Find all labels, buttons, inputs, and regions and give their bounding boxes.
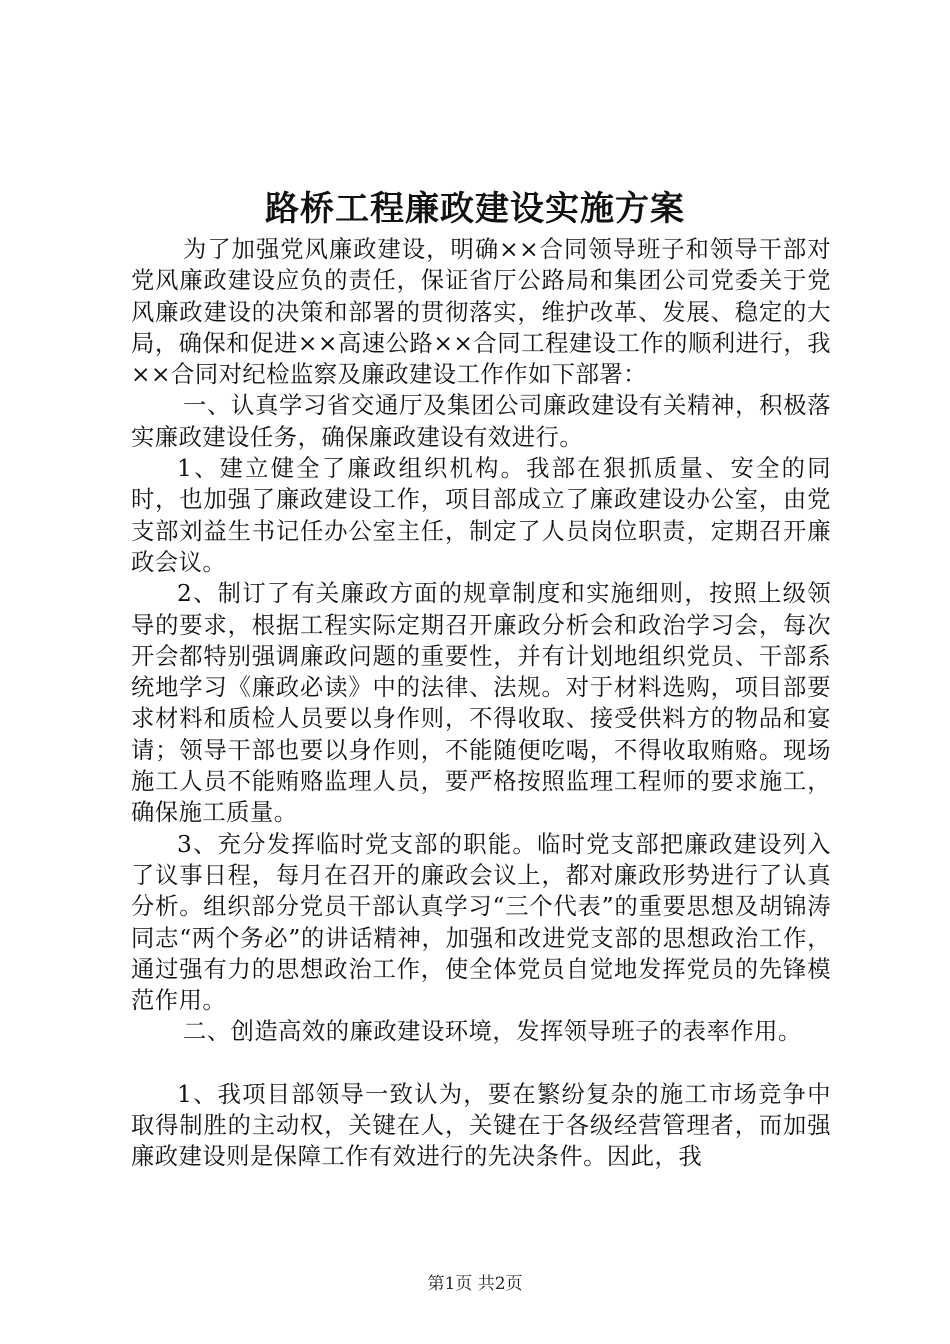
document-body (131, 234, 831, 1173)
paragraph-section-2-heading: 二、创造高效的廉政建设环境，发挥领导班子的表率作用。 (183, 1018, 802, 1046)
document-title: 路桥工程廉政建设实施方案 (265, 189, 685, 229)
paragraph-item-1-1: 1、建立健全了廉政组织机构。我部在狠抓质量、安全的同时，也加强了廉政建设工作，项目部成立了廉政建设办公室，由党支部刘益生书记任办公室主任，制定了人员岗位职责，定期召开廉政会议。 (131, 455, 831, 576)
paragraph-item-1-2: 2、制订了有关廉政方面的规章制度和实施细则，按照上级领导的要求，根据工程实际定期召开廉政分析会和政治学习会，每次开会都特别强调廉政问题的重要性，并有计划地组织党员、干部系统地学习《廉政必读》中的法律、法规。对于材料选购，项目部要求材料和质检人员要以身作则，不得收取、接受供料方的物品和宴请；领导干部也要以身作则，不能随便吃喝，不得收取贿赂。现场施工人员不能贿赂监理人员，要严格按照监理工程师的要求施工，确保施工质量。 (131, 580, 831, 827)
paragraph-item-1-3: 3、充分发挥临时党支部的职能。临时党支部把廉政建设列入了议事日程，每月在召开的廉政会议上，都对廉政形势进行了认真分析。组织部分党员干部认真学习“三个代表”的重要思想及胡锦涛同志“两个务必”的讲话精神，加强和改进党支部的思想政治工作，通过强有力的思想政治工作，使全体党员自觉地发挥党员的先锋模范作用。 (131, 830, 831, 1015)
paragraph-section-1-heading: 一、认真学习省交通厅及集团公司廉政建设有关精神，积极落实廉政建设任务，确保廉政建设有效进行。 (131, 392, 831, 451)
page-number-footer: 第1页 共2页 (427, 1274, 523, 1294)
paragraph-item-2-1: 1、我项目部领导一致认为，要在繁纷复杂的施工市场竞争中取得制胜的主动权，关键在人，关键在于各级经营管理者，而加强廉政建设则是保障工作有效进行的先决条件。因此，我 (131, 1080, 831, 1171)
paragraph-intro: 为了加强党风廉政建设，明确××合同领导班子和领导干部对党风廉政建设应负的责任，保证省厅公路局和集团公司党委关于党风廉政建设的决策和部署的贯彻落实，维护改革、发展、稳定的大局，确保和促进××高速公路××合同工程建设工作的顺利进行，我××合同对纪检监察及廉政建设工作作如下部署： (131, 236, 831, 389)
